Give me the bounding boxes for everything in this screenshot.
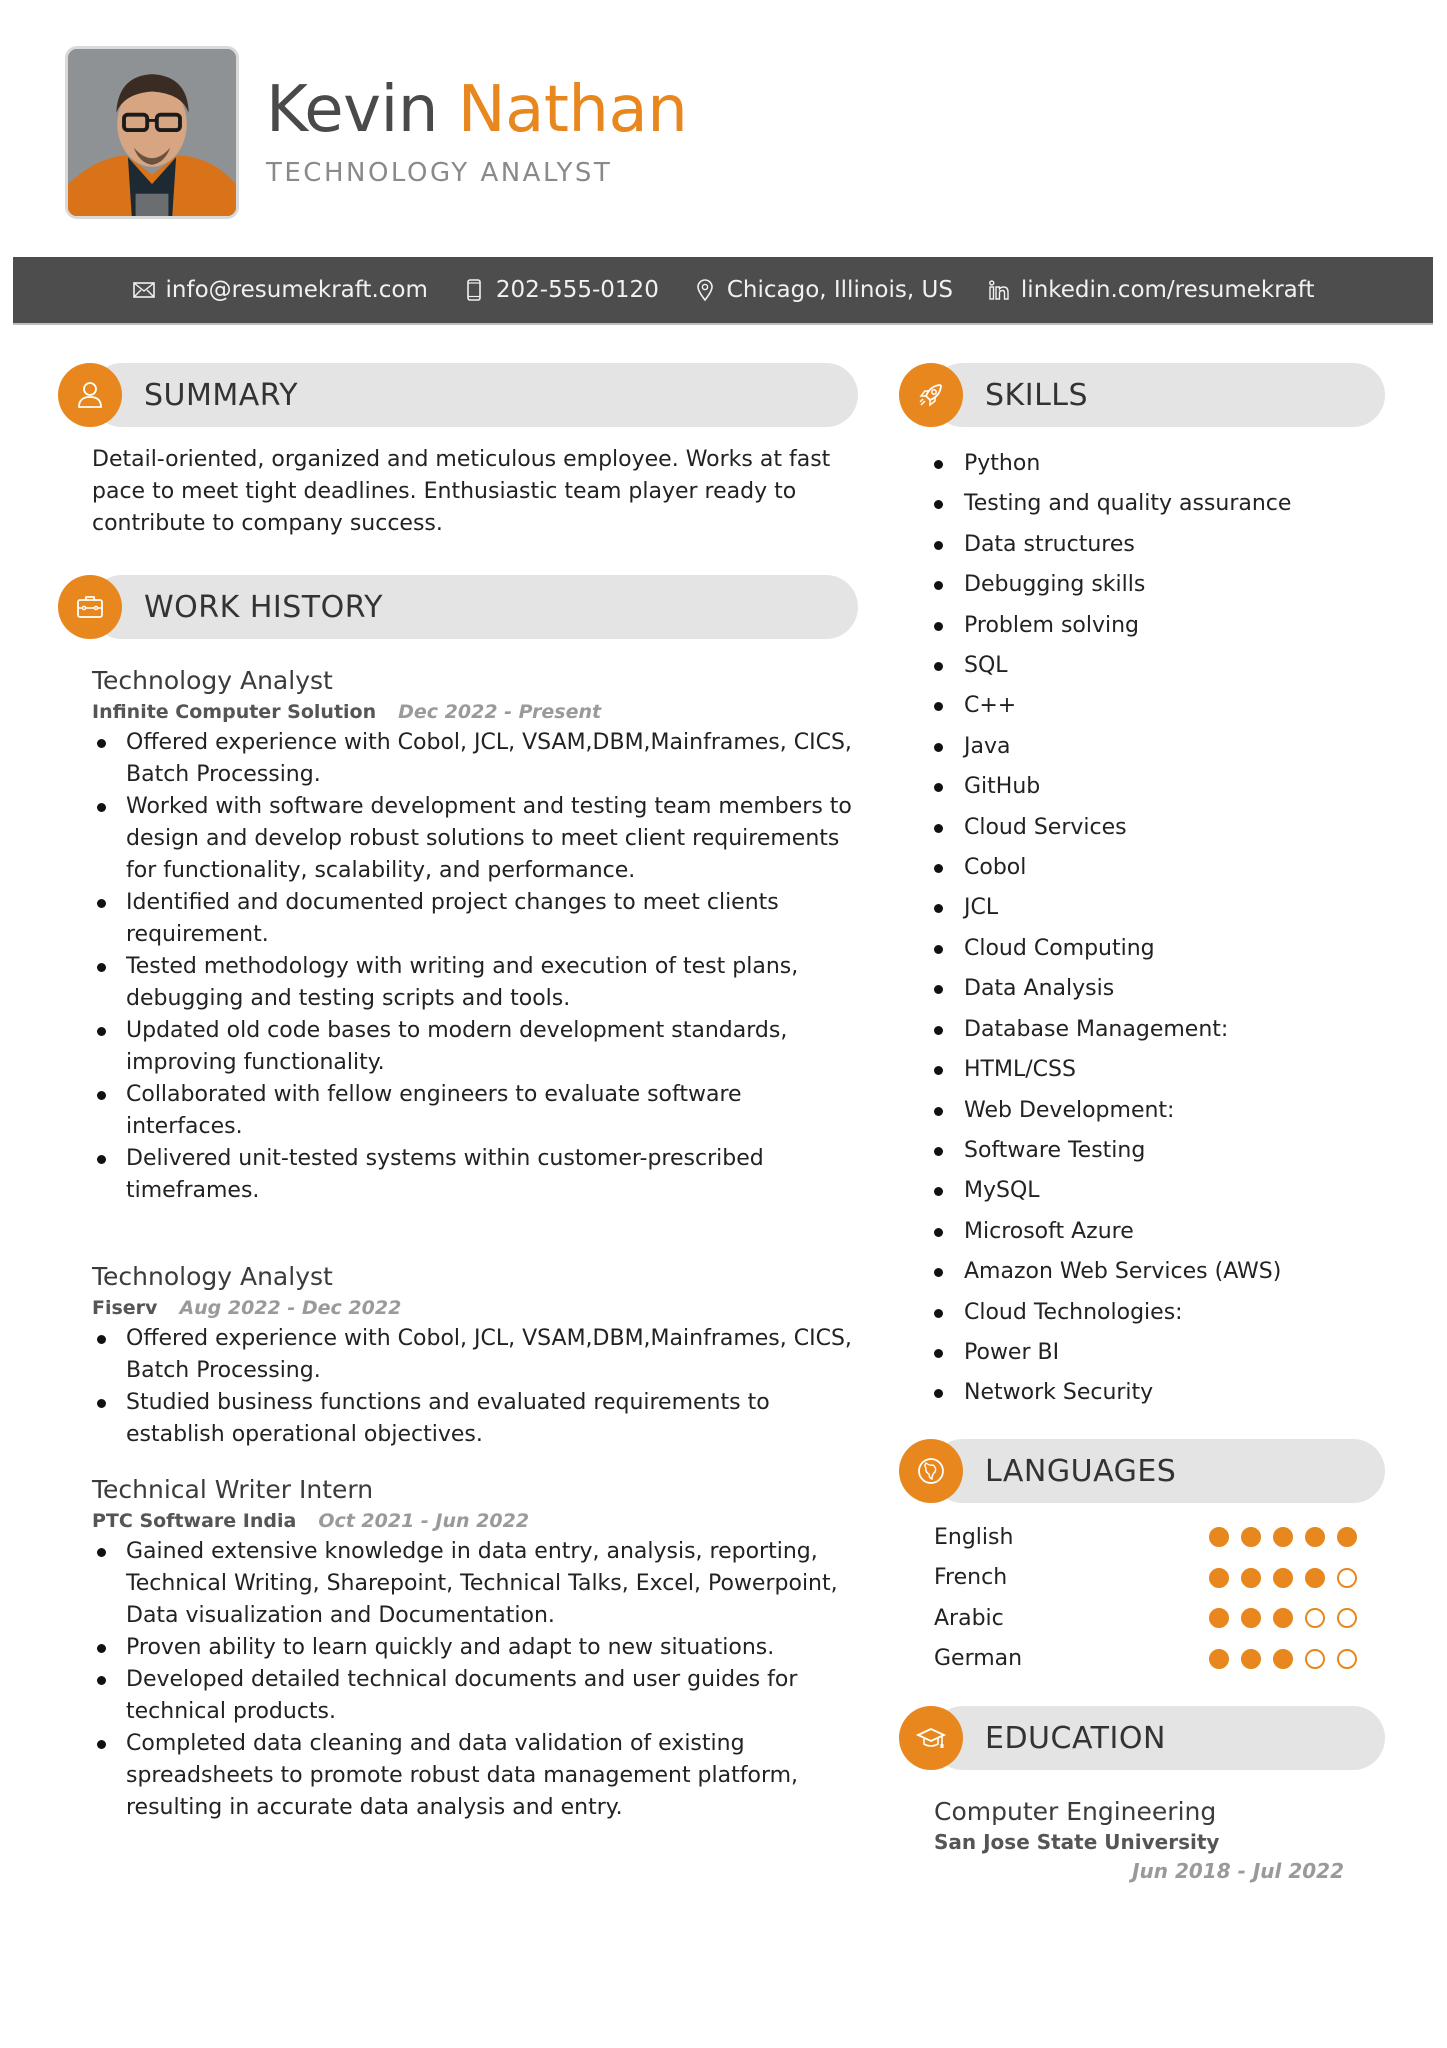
contact-location: [693, 277, 953, 303]
job-entry: [92, 1261, 862, 1451]
section-title: SUMMARY: [144, 377, 299, 413]
phone-icon: [462, 278, 486, 302]
job-bullet: Offered experience with Cobol, JCL, VSAM,DBM,Mainframes, CICS, Batch Processing.: [92, 727, 862, 791]
skill-item: MySQL: [934, 1171, 1291, 1211]
job-meta: [92, 1506, 862, 1536]
section-title: LANGUAGES: [985, 1453, 1177, 1489]
envelope-icon: [132, 278, 156, 302]
rating-dot-filled: [1305, 1527, 1325, 1547]
job-bullets: [92, 727, 862, 1207]
job-bullet: Proven ability to learn quickly and adapt to new situations.: [92, 1632, 862, 1664]
skill-item: Amazon Web Services (AWS): [934, 1252, 1291, 1292]
job-bullet: Delivered unit-tested systems within customer-prescribed timeframes.: [92, 1143, 862, 1207]
language-name: Arabic: [934, 1605, 1004, 1631]
language-row: [934, 1517, 1364, 1558]
skill-item: Python: [934, 444, 1291, 484]
languages-list: [934, 1517, 1364, 1679]
job-bullet: Offered experience with Cobol, JCL, VSAM,DBM,Mainframes, CICS, Batch Processing.: [92, 1323, 862, 1387]
job-entry: [92, 665, 862, 1207]
rating-dot-filled: [1273, 1608, 1293, 1628]
rating-dot-filled: [1209, 1527, 1229, 1547]
rating-dot-filled: [1241, 1568, 1261, 1588]
job-bullet: Updated old code bases to modern development standards, improving functionality.: [92, 1015, 862, 1079]
rating-dot-filled: [1209, 1608, 1229, 1628]
job-bullets: [92, 1536, 862, 1824]
skill-item: Java: [934, 727, 1291, 767]
rating-dot-filled: [1241, 1649, 1261, 1669]
first-name: Kevin: [266, 73, 438, 147]
location-text: Chicago, Illinois, US: [726, 277, 953, 303]
language-rating: [1209, 1608, 1357, 1628]
portrait-image: [68, 49, 236, 216]
section-icon-circle: [899, 363, 963, 427]
job-bullet: Collaborated with fellow engineers to evaluate software interfaces.: [92, 1079, 862, 1143]
rating-dot-filled: [1273, 1568, 1293, 1588]
job-title: Technical Writer Intern: [92, 1475, 374, 1504]
job-bullet: Identified and documented project changes to meet clients requirement.: [92, 887, 862, 951]
job-entry: [92, 1474, 862, 1824]
language-row: [934, 1598, 1364, 1639]
contact-linkedin[interactable]: [987, 277, 1315, 303]
language-name: German: [934, 1646, 1023, 1672]
skill-item: Data structures: [934, 525, 1291, 565]
skill-item: Web Development:: [934, 1091, 1291, 1131]
rocket-icon: [914, 378, 948, 412]
skill-item: Data Analysis: [934, 969, 1291, 1009]
rating-dot-filled: [1209, 1568, 1229, 1588]
section-header-skills: [899, 363, 1385, 427]
globe-icon: [914, 1454, 948, 1488]
skill-item: Cloud Computing: [934, 929, 1291, 969]
skill-item: Cloud Services: [934, 808, 1291, 848]
skill-item: GitHub: [934, 767, 1291, 807]
skill-item: Cobol: [934, 848, 1291, 888]
skill-item: Problem solving: [934, 606, 1291, 646]
skill-item: Network Security: [934, 1373, 1291, 1413]
education-degree: Computer Engineering: [934, 1797, 1217, 1826]
job-bullet: Developed detailed technical documents and user guides for technical products.: [92, 1664, 862, 1728]
education-entry: [934, 1796, 1344, 1886]
section-icon-circle: [899, 1439, 963, 1503]
rating-dot-filled: [1273, 1527, 1293, 1547]
education-school: San Jose State University: [934, 1830, 1220, 1854]
job-company: Infinite Computer Solution: [92, 701, 377, 723]
skill-item: Database Management:: [934, 1010, 1291, 1050]
rating-dot-empty: [1337, 1649, 1357, 1669]
section-title: SKILLS: [985, 377, 1089, 413]
job-company: Fiserv: [92, 1297, 158, 1319]
job-meta: [92, 697, 862, 727]
job-bullet: Completed data cleaning and data validation of existing spreadsheets to promote robust data management platform, resulting in accurate data analysis and entry.: [92, 1728, 862, 1824]
language-rating: [1209, 1527, 1357, 1547]
summary-text: Detail-oriented, organized and meticulous employee. Works at fast pace to meet tight deadlines. Enthusiastic team player ready to contribute to company success.: [92, 447, 831, 536]
job-bullet: Gained extensive knowledge in data entry, analysis, reporting, Technical Writing, Sharepoint, Technical Talks, Excel, Powerpoint, Data visualization and Documentation.: [92, 1536, 862, 1632]
language-row: [934, 1639, 1364, 1680]
email-text: info@resumekraft.com: [165, 277, 428, 303]
contact-bar: [13, 257, 1433, 325]
job-dates: Oct 2021 - Jun 2022: [318, 1510, 530, 1532]
rating-dot-empty: [1305, 1649, 1325, 1669]
map-pin-icon: [693, 278, 717, 302]
skills-list: [934, 444, 1291, 1414]
phone-text: 202-555-0120: [495, 277, 659, 303]
user-icon: [73, 378, 107, 412]
candidate-name: [266, 70, 687, 150]
job-title: Technology Analyst: [92, 666, 333, 695]
rating-dot-filled: [1241, 1527, 1261, 1547]
job-dates: Dec 2022 - Present: [398, 701, 602, 723]
language-name: French: [934, 1565, 1008, 1591]
linkedin-icon: [987, 278, 1011, 302]
job-dates: Aug 2022 - Dec 2022: [179, 1297, 402, 1319]
job-bullet: Studied business functions and evaluated requirements to establish operational objectives.: [92, 1387, 862, 1451]
rating-dot-filled: [1241, 1608, 1261, 1628]
graduation-cap-icon: [914, 1721, 948, 1755]
skill-item: HTML/CSS: [934, 1050, 1291, 1090]
last-name: Nathan: [457, 73, 688, 147]
briefcase-icon: [73, 590, 107, 624]
rating-dot-filled: [1305, 1568, 1325, 1588]
skill-item: SQL: [934, 646, 1291, 686]
skill-item: Debugging skills: [934, 565, 1291, 605]
section-title: EDUCATION: [985, 1720, 1166, 1756]
job-title: Technology Analyst: [92, 1262, 333, 1291]
language-row: [934, 1558, 1364, 1599]
rating-dot-filled: [1209, 1649, 1229, 1669]
section-header-summary: [58, 363, 858, 427]
education-dates: Jun 2018 - Jul 2022: [1132, 1859, 1344, 1883]
job-meta: [92, 1293, 862, 1323]
skill-item: C++: [934, 686, 1291, 726]
skill-item: Software Testing: [934, 1131, 1291, 1171]
contact-email[interactable]: [132, 277, 428, 303]
language-name: English: [934, 1524, 1014, 1550]
language-rating: [1209, 1649, 1357, 1669]
section-header-education: [899, 1706, 1385, 1770]
contact-phone[interactable]: [462, 277, 659, 303]
job-bullets: [92, 1323, 862, 1451]
skill-item: Cloud Technologies:: [934, 1293, 1291, 1333]
linkedin-text: linkedin.com/resumekraft: [1020, 277, 1315, 303]
rating-dot-empty: [1337, 1568, 1357, 1588]
job-bullet: Tested methodology with writing and execution of test plans, debugging and testing scripts and tools.: [92, 951, 862, 1015]
rating-dot-empty: [1305, 1608, 1325, 1628]
job-bullet: Worked with software development and testing team members to design and develop robust solutions to meet client requirements for functionality, scalability, and performance.: [92, 791, 862, 887]
job-title-heading: TECHNOLOGY ANALYST: [266, 158, 613, 188]
skill-item: Microsoft Azure: [934, 1212, 1291, 1252]
skill-item: JCL: [934, 888, 1291, 928]
section-icon-circle: [58, 575, 122, 639]
rating-dot-empty: [1337, 1608, 1357, 1628]
section-header-work-history: [58, 575, 858, 639]
section-icon-circle: [899, 1706, 963, 1770]
rating-dot-filled: [1337, 1527, 1357, 1547]
section-title: WORK HISTORY: [144, 589, 383, 625]
section-icon-circle: [58, 363, 122, 427]
language-rating: [1209, 1568, 1357, 1588]
section-header-languages: [899, 1439, 1385, 1503]
profile-photo: [65, 46, 239, 219]
job-company: PTC Software India: [92, 1510, 297, 1532]
skill-item: Testing and quality assurance: [934, 484, 1291, 524]
rating-dot-filled: [1273, 1649, 1293, 1669]
skill-item: Power BI: [934, 1333, 1291, 1373]
